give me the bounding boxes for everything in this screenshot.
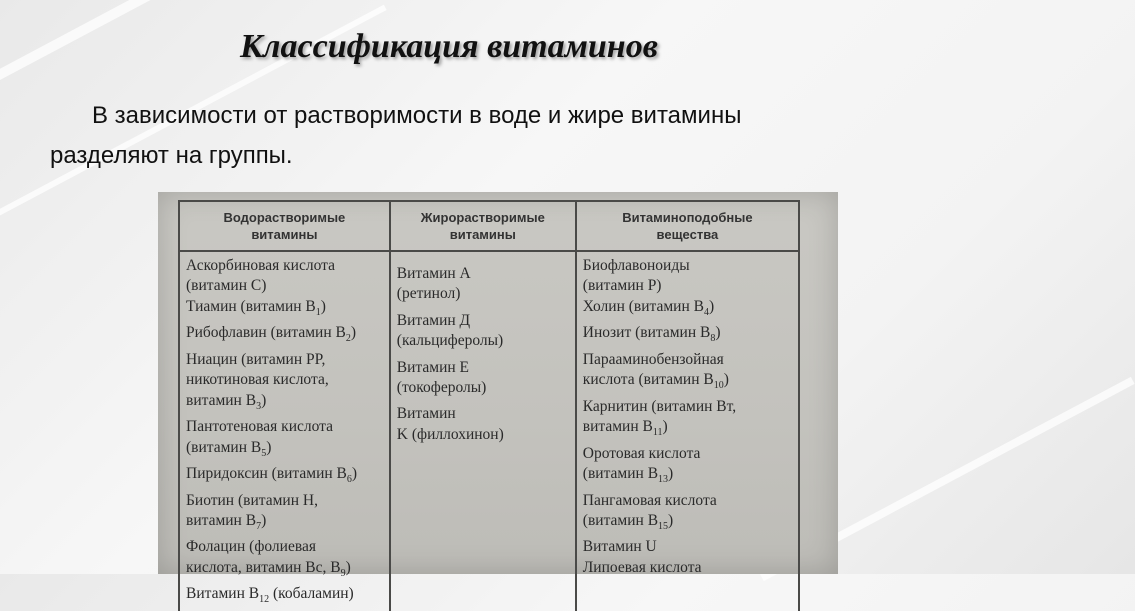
subscript: 5 xyxy=(261,447,267,459)
table-cell-line: витамин $B_{11}$) xyxy=(582,418,668,439)
table-cell-line: (токоферолы) xyxy=(396,379,487,397)
table-cell-line: Витамин xyxy=(396,405,456,423)
paragraph-line-2: разделяют на группы. xyxy=(50,142,293,169)
table-cell-line: Ниацин (витамин PP, xyxy=(186,350,326,368)
water-soluble-cell xyxy=(179,251,390,611)
subscript: 4 xyxy=(704,306,709,318)
table-cell-line: Аскорбиновая кислота xyxy=(186,257,335,274)
header-water-soluble: Водорастворимые витамины xyxy=(179,201,390,251)
fat-soluble-cell xyxy=(390,251,576,611)
table-cell-line: витамин $B_3$) xyxy=(186,391,267,412)
table-cell-line: Витамин U xyxy=(582,538,657,556)
table-cell-line: Пиридоксин (витамин $B_6$) xyxy=(186,465,358,486)
subscript: 9 xyxy=(340,567,346,579)
table-cell-line: Витамин E xyxy=(396,358,470,376)
table-cell-line: K (филлохинон) xyxy=(396,425,504,443)
table-cell-line: Витамин Д xyxy=(396,311,471,329)
slide-title: Классификация витаминов xyxy=(240,28,658,65)
table-cell-line: Витамин $B_{12}$ (кобаламин) xyxy=(186,585,354,606)
table-cell-line: (витамин P) xyxy=(582,277,662,295)
table-cell-line: Липоевая кислота xyxy=(582,558,702,576)
table-cell-line: Парааминобензойная xyxy=(582,350,724,368)
subscript: 15 xyxy=(658,521,669,533)
subscript: 11 xyxy=(652,427,663,439)
vitamin-table xyxy=(178,200,800,611)
table-cell-line: Биотин (витамин H, xyxy=(186,491,318,509)
table-cell-line: Пантотеновая кислота xyxy=(186,418,334,436)
subscript: 3 xyxy=(256,400,262,412)
paragraph-line-1: В зависимости от растворимости в воде и жире витамины xyxy=(92,102,742,129)
subscript: 7 xyxy=(256,521,262,533)
subscript: 13 xyxy=(658,474,669,486)
vitamin-like-cell xyxy=(576,251,799,611)
table-cell-line: (витамин $B_{15}$) xyxy=(582,511,674,533)
table-cell-line: никотиновая кислота, xyxy=(186,371,329,389)
table-cell-line: (ретинол) xyxy=(396,285,461,303)
table-cell-line: Холин (витамин $B_4$) xyxy=(582,297,715,318)
subscript: 8 xyxy=(710,333,716,345)
subscript: 10 xyxy=(713,380,724,392)
table-cell-line: Витамин A xyxy=(396,265,471,282)
table-cell-line: (витамин $B_{13}$) xyxy=(582,465,674,486)
subscript: 12 xyxy=(259,594,270,606)
table-photo xyxy=(158,192,838,606)
table-cell-line: Карнитин (витамин Вт, xyxy=(582,397,737,415)
subscript: 2 xyxy=(345,333,351,345)
table-cell-line: витамин $B_7$) xyxy=(186,511,267,533)
header-fat-soluble: Жирорастворимые витамины xyxy=(390,201,576,251)
table-cell-line: кислота, витамин Bc, $B_9$) xyxy=(186,558,351,579)
subscript: 1 xyxy=(315,306,321,318)
subscript: 6 xyxy=(346,474,352,486)
table-cell-line: (витамин C) xyxy=(186,277,267,295)
table-cell-line: Тиамин (витамин $B_1$) xyxy=(186,297,326,318)
table-cell-line: Биофлавоноиды xyxy=(582,257,690,274)
table-cell-line: (витамин $B_5$) xyxy=(186,438,272,459)
table-cell-line: Инозит (витамин $B_8$) xyxy=(582,324,721,345)
intro-paragraph xyxy=(50,96,970,176)
table-cell-line: (кальциферолы) xyxy=(396,332,504,350)
table-cell-line: Пангамовая кислота xyxy=(582,491,717,509)
table-cell-line: Оротовая кислота xyxy=(582,444,701,462)
table-cell-line: Фолацин (фолиевая xyxy=(186,538,316,556)
table-cell-line: Рибофлавин (витамин $B_2$) xyxy=(186,324,357,345)
table-cell-line: кислота (витамин $B_{10}$) xyxy=(582,371,729,392)
header-vitamin-like: Витаминоподобные вещества xyxy=(576,201,799,251)
